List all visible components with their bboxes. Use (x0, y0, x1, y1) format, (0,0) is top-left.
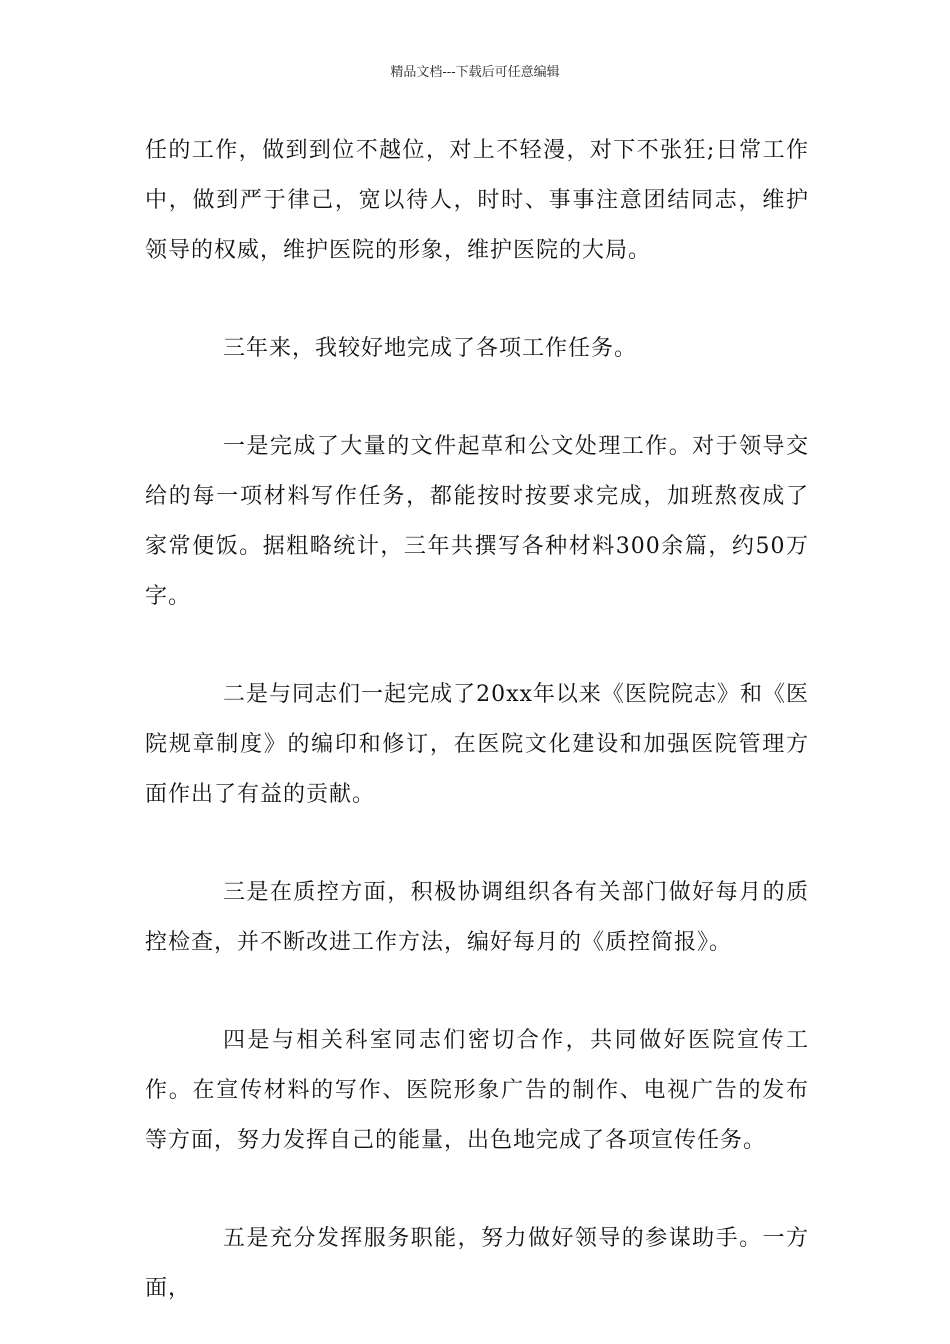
paragraph-2: 三年来，我较好地完成了各项工作任务。 (223, 336, 638, 361)
paragraph-5: 三是在质控方面，积极协调组织各有关部门做好每月的质控检查，并不断改进工作方法，编好每月的《质控简报》。 (145, 880, 809, 955)
paragraph-7: 五是充分发挥服务职能，努力做好领导的参谋助手。一方面， (145, 1226, 809, 1301)
paragraph-gap (145, 820, 809, 868)
page-header: 精品文档---下载后可任意编辑 (390, 65, 560, 80)
paragraph-1: 任的工作，做到到位不越位，对上不轻漫，对下不张狂;日常工作中，做到严于律己，宽以待人，时时、事事注意团结同志，维护领导的权威，维护医院的形象，维护医院的大局。 (145, 138, 809, 263)
document-body (145, 126, 809, 1314)
paragraph-gap (145, 374, 809, 422)
paragraph-gap (145, 276, 809, 324)
paragraph-gap (145, 1166, 809, 1214)
paragraph-gap (145, 968, 809, 1016)
paragraph-3: 一是完成了大量的文件起草和公文处理工作。对于领导交给的每一项材料写作任务，都能按时按要求完成，加班熬夜成了家常便饭。据粗略统计，三年共撰写各种材料300余篇，约50万字。 (145, 434, 809, 609)
paragraph-4: 二是与同志们一起完成了20xx年以来《医院院志》和《医院规章制度》的编印和修订，在医院文化建设和加强医院管理方面作出了有益的贡献。 (145, 682, 809, 807)
paragraph-6: 四是与相关科室同志们密切合作，共同做好医院宣传工作。在宣传材料的写作、医院形象广告的制作、电视广告的发布等方面，努力发挥自己的能量，出色地完成了各项宣传任务。 (145, 1028, 809, 1153)
paragraph-gap (145, 622, 809, 670)
